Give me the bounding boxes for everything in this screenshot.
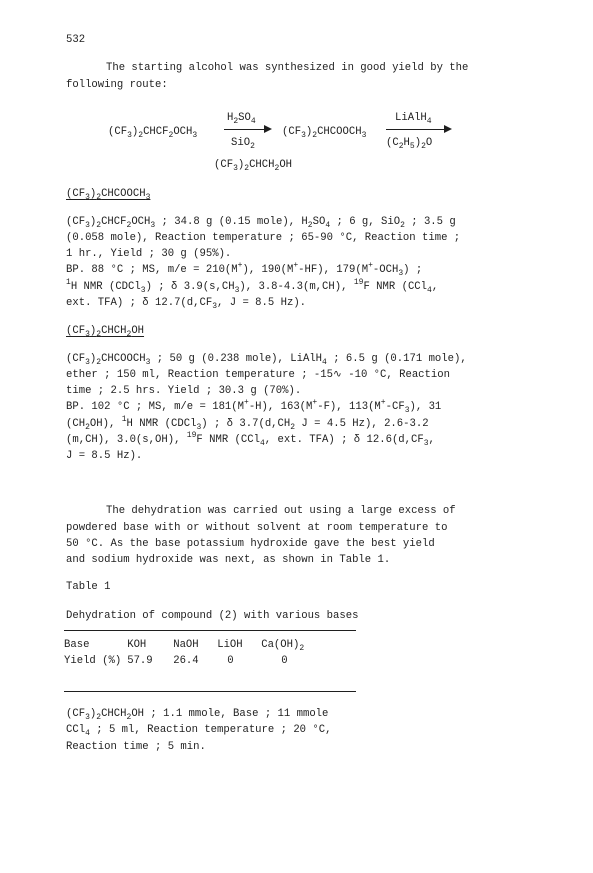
table-header-lioh: LiOH — [217, 639, 243, 651]
intro-line-2: following route: — [66, 79, 168, 91]
section1-line-4: BP. 88 °C ; MS, m/e = 210(M+), 190(M+-HF), $179(M^+-OCH_3)$ ; — [66, 261, 423, 278]
table-row — [64, 653, 310, 669]
scheme-reactant: $(CF_3)_2CHCF_2OCH_3$ — [108, 126, 198, 140]
paragraph-line-1: The dehydration was carried out using a large excess of — [106, 505, 456, 517]
section2-line-2: ether ; 150 ml, Reaction temperature ; -15∿ -10 °C, Reaction — [66, 369, 450, 381]
table-bottom-rule — [64, 691, 356, 692]
table-cell-lioh: 0 — [227, 655, 234, 667]
table-header-koh: KOH — [127, 639, 147, 651]
reaction-arrow-2 — [386, 129, 450, 130]
section1-line-2: (0.058 mole), Reaction temperature ; 65-90 °C, Reaction time ; — [66, 232, 461, 244]
intro-line-1: The starting alcohol was synthesized in good yield by the — [106, 62, 469, 74]
table-header-caoh2: $Ca(OH)_2$ — [261, 639, 305, 653]
section2-line-1: $(CF_3)_2CHCOOCH_3$ ; 50 g (0.238 mole), LiAlH$_4$ ; 6.5 g (0.171 mole), — [66, 353, 467, 367]
section2-line-6: (m,CH), 3.0(s,OH), $^{19}$F NMR (CCl$_4$, ext. TFA) ; δ $12.6(d,CF_3$, — [66, 431, 435, 448]
scheme-reagent2-top: LiAlH$_4$ — [395, 112, 432, 126]
scheme-product: $(CF_3)_2CHCH_2OH$ — [214, 159, 293, 173]
section1-line-5: $^1$H NMR (CDCl$_3$) ; δ $3.9(s,CH_3)$, 3.8-4.3(m,CH), $^{19}$F NMR (CCl$_4$, — [66, 278, 439, 295]
reaction-arrow-1 — [224, 129, 270, 130]
table-label: Table 1 — [66, 581, 111, 593]
table-caption: Dehydration of compound (2) with various bases — [66, 610, 359, 622]
conditions-line-2: CCl$_4$ ; 5 ml, Reaction temperature ; 20 °C, — [66, 724, 332, 738]
section1-line-6: ext. TFA) ; δ $12.7(d,CF_3$, J = 8.5 Hz). — [66, 297, 307, 311]
paragraph-line-2: powdered base with or without solvent at room temperature to — [66, 522, 448, 534]
yield-table — [64, 637, 310, 669]
conditions-line-3: Reaction time ; 5 min. — [66, 741, 206, 753]
table-cell-naoh: 26.4 — [173, 655, 199, 667]
section2-line-3: time ; 2.5 hrs. Yield ; 30.3 g (70%). — [66, 385, 302, 397]
table-row-label: Yield (%) — [64, 655, 122, 667]
paragraph-line-4: and sodium hydroxide was next, as shown in Table 1. — [66, 554, 391, 566]
page-number: 532 — [66, 34, 86, 46]
table-header-row — [64, 637, 310, 653]
conditions-line-1: $(CF_3)_2CHCH_2OH$ ; 1.1 mmole, Base ; 11 mmole — [66, 708, 329, 722]
section2-line-5: $(CH_2OH)$, $^1$H NMR (CDCl$_3$) ; δ $3.7(d,CH_2$ J = 4.5 Hz), 2.6-3.2 — [66, 415, 429, 432]
paragraph-line-3: 50 °C. As the base potassium hydroxide gave the best yield — [66, 538, 435, 550]
table-header-naoh: NaOH — [173, 639, 199, 651]
section2-line-4: BP. 102 °C ; MS, m/e = 181(M+-H), 163(M+-F), $113(M^+-CF_3)$, 31 — [66, 398, 442, 415]
scheme-reagent1-bottom: SiO$_2$ — [231, 137, 255, 151]
table-cell-koh: 57.9 — [127, 655, 153, 667]
section1-heading: $(CF_3)_2CHCOOCH_3$ — [66, 188, 151, 202]
section2-line-7: J = 8.5 Hz). — [66, 450, 143, 462]
section1-line-1: $(CF_3)_2CHCF_2OCH_3$ ; 34.8 g (0.15 mole), $H_2SO_4$ ; 6 g, SiO$_2$ ; 3.5 g — [66, 216, 456, 230]
section2-heading: $(CF_3)_2CHCH_2OH$ — [66, 325, 145, 339]
scheme-reagent1-top: $H_2SO_4$ — [227, 112, 256, 126]
table-cell-caoh2: 0 — [281, 655, 288, 667]
table-top-rule — [64, 630, 356, 631]
scheme-intermediate: $(CF_3)_2CHCOOCH_3$ — [282, 126, 367, 140]
section1-line-3: 1 hr., Yield ; 30 g (95%). — [66, 248, 232, 260]
table-header-base: Base — [64, 639, 90, 651]
scheme-reagent2-bottom: $(C_2H_5)_2O$ — [386, 137, 433, 151]
